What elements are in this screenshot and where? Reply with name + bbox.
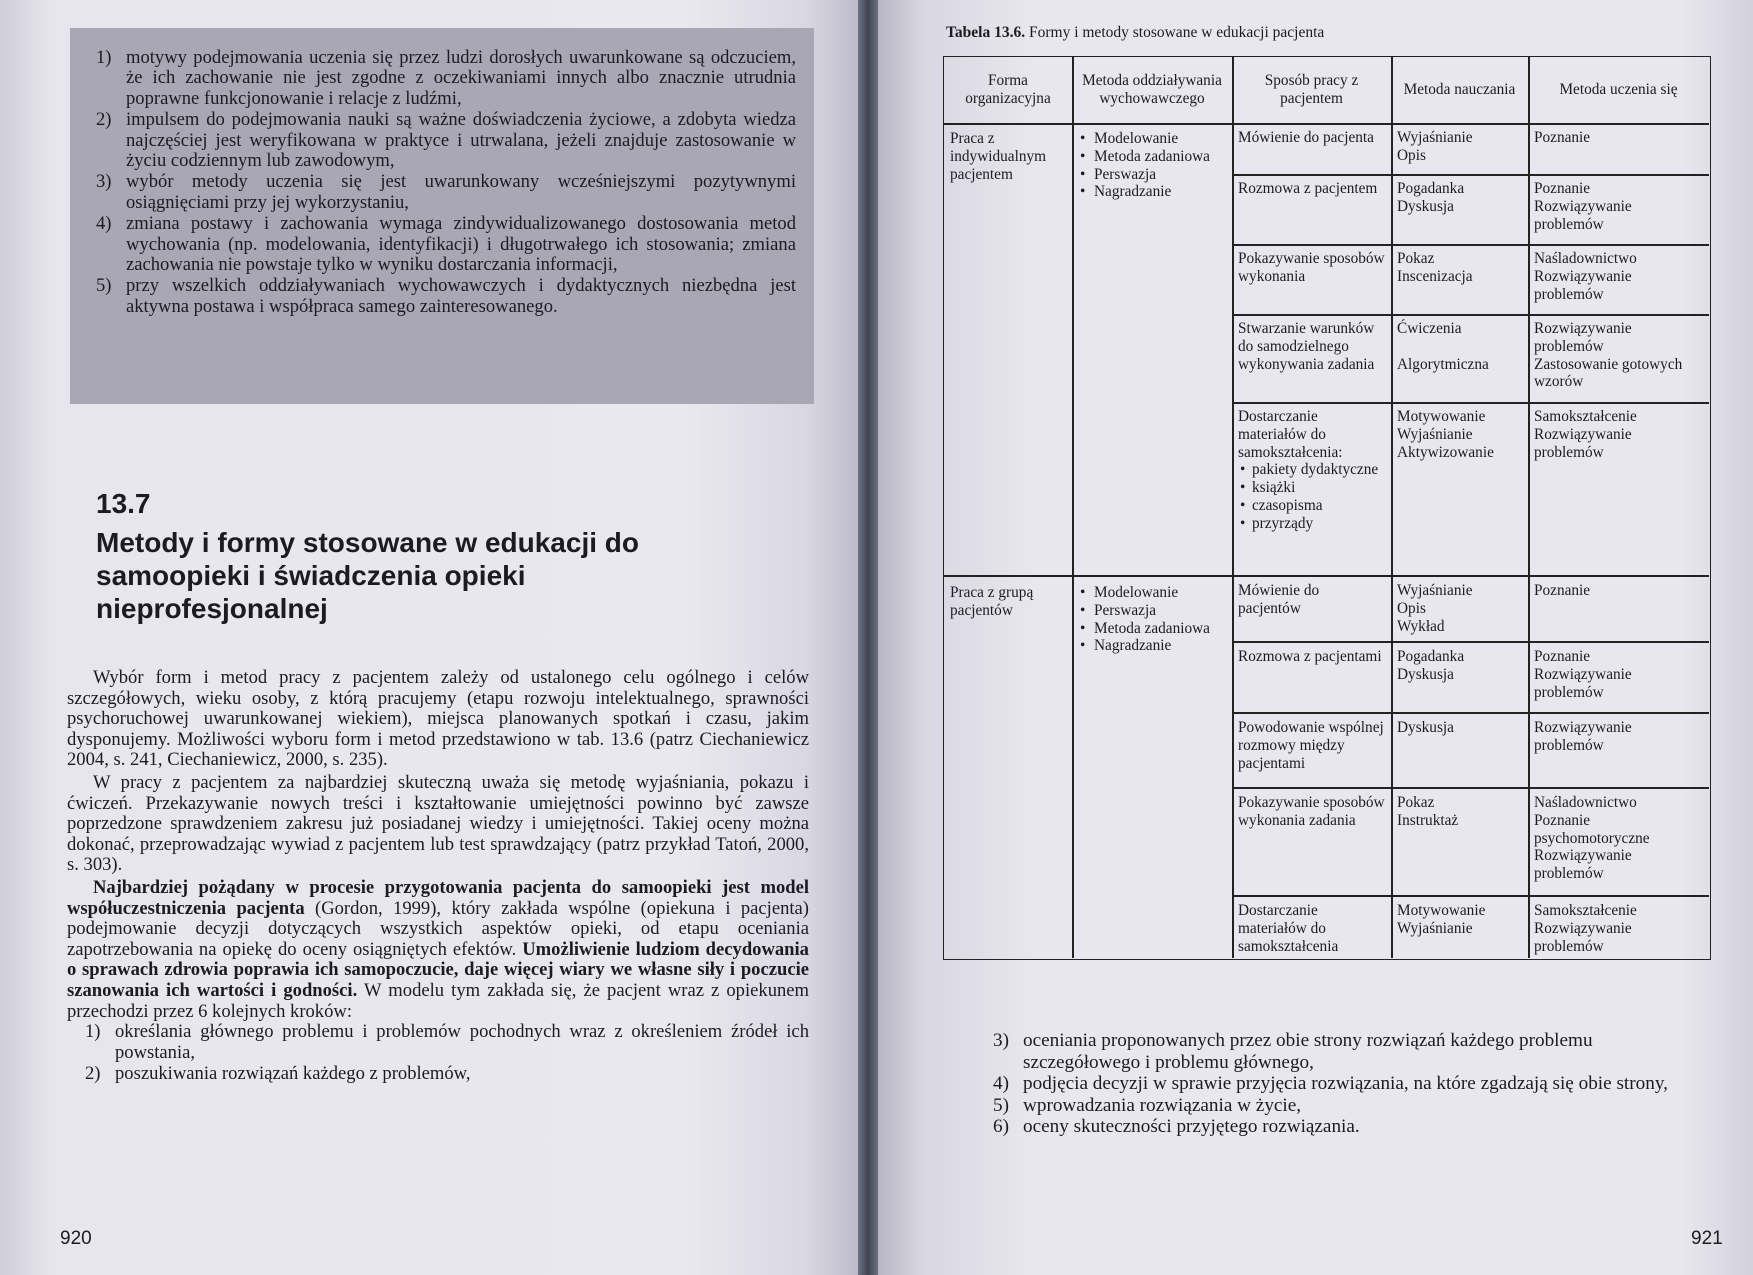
teaching-cell: Pogadanka Dyskusja: [1397, 648, 1465, 683]
box-list-item: [96, 214, 796, 275]
teaching-cell: Ćwiczenia Algorytmiczna: [1397, 320, 1489, 373]
item-number: 2): [85, 1062, 101, 1084]
table-rule: [1232, 244, 1709, 246]
box-list-item: [96, 172, 796, 213]
table-rule: [1232, 787, 1709, 789]
steps-list-continued: [993, 1030, 1713, 1138]
table-caption-text: Formy i metody stosowane w edukacji pacjenta: [1025, 24, 1325, 41]
item-text: motywy podejmowania uczenia się przez ludzi dorosłych uwarunkowane są odczuciem, że ich zachowanie nie jest zgodne z oczekiwaniami innych albo znacznie utrudnia poprawne funkcjonowanie i relacje z ludźmi,: [126, 47, 796, 109]
section-title: Metody i formy stosowane w edukacji do samoopieki i świadczenia opieki nieprofesjonalnej: [96, 527, 639, 624]
learning-cell: Poznanie Rozwiązywanie problemów: [1534, 180, 1632, 233]
item-text: podjęcia decyzji w sprawie przyjęcia rozwiązania, na które zgadzają się obie strony,: [1023, 1073, 1668, 1095]
learning-cell: Naśladownictwo Rozwiązywanie problemów: [1534, 250, 1637, 303]
work-cell: Rozmowa z pacjentem: [1238, 180, 1378, 197]
learning-cell: Rozwiązywanie problemów Zastosowanie gotowych wzorów: [1534, 320, 1683, 391]
item-text: wprowadzania rozwiązania w życie,: [1023, 1094, 1302, 1116]
header-teaching-method: Metoda nauczania: [1403, 81, 1516, 99]
learning-cell: Poznanie: [1534, 129, 1591, 146]
item-number: 5): [96, 275, 112, 297]
box-list-item: [96, 276, 796, 317]
step-item: [85, 1022, 809, 1063]
bullet-item: • Perswazja: [1078, 166, 1226, 184]
right-page: [878, 0, 1753, 1275]
steps-list: [67, 1022, 809, 1084]
table-rule: [1232, 174, 1709, 176]
step-item: [85, 1064, 809, 1084]
learning-cell: Samokształcenie Rozwiązywanie problemów: [1534, 902, 1637, 955]
bullet-item: • książki: [1238, 479, 1385, 497]
bullet-item: • Modelowanie: [1078, 584, 1226, 602]
materials-list: [1238, 461, 1385, 532]
teaching-cell: Pokaz Instruktaż: [1397, 794, 1459, 829]
table-rule: [944, 123, 1709, 125]
table-caption-label: Tabela 13.6.: [946, 24, 1026, 41]
table-rule: [1232, 895, 1709, 897]
bullet-item: • Perswazja: [1078, 602, 1226, 620]
paragraph: W pracy z pacjentem za najbardziej skuteczną uważa się metodę wyjaśniania, pokazu i ćwiczeń. Przekazywanie nowych treści i kształtowanie umiejętności powinno być zawsze poprzedzone sprawdzeniem zakresu już posiadanej wiedzy i umiejętności. Takiej oceny można dokonać, przeprowadzając wywiad z pacjentem lub test sprawdzający (patrz przykład Tatoń, 2000, s. 303).: [67, 771, 809, 876]
learning-cell: Rozwiązywanie problemów: [1534, 719, 1632, 754]
form-cell: Praca z indywidualnym pacjentem: [950, 130, 1047, 183]
work-cell: Rozmowa z pacjentami: [1238, 648, 1382, 665]
work-cell: Pokazywanie sposobów wykonania zadania: [1238, 794, 1385, 829]
step-item: [993, 1095, 1713, 1117]
header-work-method: Sposób pracy z pacjentem: [1264, 72, 1359, 107]
item-text: poszukiwania rozwiązań każdego z problemów,: [115, 1062, 471, 1084]
bullet-item: • Metoda zadaniowa: [1078, 620, 1226, 638]
learning-cell: Samokształcenie Rozwiązywanie problemów: [1534, 408, 1637, 461]
item-number: 1): [96, 47, 112, 68]
influence-methods-list: [1078, 584, 1226, 655]
influence-methods-list: [1078, 130, 1226, 201]
box-list: [96, 48, 796, 317]
work-cell: Stwarzanie warunków do samodzielnego wykonywania zadania: [1238, 320, 1375, 373]
book-gutter: [858, 0, 878, 1275]
teaching-cell: Pogadanka Dyskusja: [1397, 180, 1465, 215]
bullet-item: • Modelowanie: [1078, 130, 1226, 148]
item-text: oceniania proponowanych przez obie strony rozwiązań każdego problemu szczegółowego i problemu głównego,: [1023, 1030, 1593, 1073]
step-item: [993, 1073, 1713, 1095]
bold-phrase: Umożliwienie ludziom decydowania o sprawach zdrowia poprawia ich samopoczucie, daje więcej wiary we własne siły i poczucie szanowania ich wartości i godności.: [67, 938, 809, 1001]
item-number: 6): [993, 1116, 1009, 1138]
item-number: 2): [96, 109, 112, 131]
table-rule: [1232, 641, 1709, 643]
table-rule: [1232, 402, 1709, 404]
learning-cell: Poznanie Rozwiązywanie problemów: [1534, 648, 1632, 701]
highlight-box: [70, 28, 814, 404]
item-text: zmiana postawy i zachowania wymaga zindywidualizowanego dostosowania metod wychowania (np. modelowania, identyfikacji) i długotrwałego ich stosowania; zmiana zachowania nie powstaje tylko w wyniku dostarczania informacji,: [126, 213, 796, 276]
bullet-item: • czasopisma: [1238, 497, 1385, 515]
work-cell: [1232, 405, 1391, 536]
step-item: [993, 1116, 1713, 1138]
bullet-item: • Nagradzanie: [1078, 183, 1226, 201]
teaching-cell: Dyskusja: [1397, 719, 1454, 736]
work-cell: Dostarczanie materiałów do samokształcenia: [1238, 902, 1339, 955]
item-number: 4): [993, 1073, 1009, 1095]
box-list-item: [96, 110, 796, 171]
text-run: W modelu tym zakłada się, że pacjent wraz z opiekunem przechodzi przez 6 kolejnych kroków:: [67, 979, 810, 1022]
influence-methods-cell: [1072, 581, 1232, 658]
step-item: [993, 1030, 1713, 1073]
influence-methods-cell: [1072, 127, 1232, 204]
item-text: wybór metody uczenia się jest uwarunkowany wcześniejszymi pozytywnymi osiągnięciami przy jej wykorzystaniu,: [126, 171, 796, 213]
teaching-cell: Wyjaśnianie Opis Wykład: [1397, 582, 1473, 635]
item-number: 3): [96, 171, 112, 193]
section-number: 13.7: [96, 488, 151, 519]
page-number: 920: [60, 1228, 92, 1249]
item-number: 4): [96, 213, 112, 235]
item-text: impulsem do podejmowania nauki są ważne doświadczenia życiowe, a zdobyta wiedza najczęściej jest weryfikowana w praktyce i utrwalana, jeżeli znajduje zastosowanie w życiu codziennym lub zawodowym,: [126, 109, 796, 172]
table-rule: [944, 575, 1709, 577]
left-page: [0, 0, 858, 1275]
bold-phrase: Najbardziej pożądany w procesie przygotowania pacjenta do samoopieki jest model współuczestniczenia pacjenta: [67, 876, 809, 919]
header-influence-method: Metoda oddziaływania wychowawczego: [1082, 72, 1222, 107]
teaching-cell: Motywowanie Wyjaśnianie: [1397, 902, 1486, 937]
bullet-item: • Metoda zadaniowa: [1078, 148, 1226, 166]
table-rule: [1232, 314, 1709, 316]
item-text: przy wszelkich oddziaływaniach wychowawczych i dydaktycznych niezbędna jest aktywna postawa i współpraca samego zainteresowanego.: [126, 275, 796, 317]
item-number: 1): [85, 1021, 101, 1043]
form-cell: Praca z grupą pacjentów: [950, 584, 1034, 619]
work-cell: Pokazywanie sposobów wykonania: [1238, 250, 1385, 285]
page-number: 921: [1691, 1228, 1723, 1249]
item-text: oceny skuteczności przyjętego rozwiązania.: [1023, 1116, 1360, 1138]
learning-cell: Naśladownictwo Poznanie psychomotoryczne Rozwiązywanie problemów: [1534, 794, 1650, 883]
paragraph: Wybór form i metod pracy z pacjentem zależy od ustalonego celu ogólnego i celów szczegółowych, wieku osoby, z którą pracujemy (etapu rozwoju intelektualnego, sprawności psychoruchowej uwarunkowanej wiekiem), miejsca planowanych spotkań i czasu, jakim dysponujemy. Możliwości wyboru form i metod przedstawiono w tab. 13.6 (patrz Ciechaniewicz 2004, s. 241, Ciechaniewicz, 2000, s. 235).: [67, 667, 809, 771]
item-text: określania głównego problemu i problemów pochodnych wraz z określeniem źródeł ich powstania,: [115, 1021, 809, 1063]
text-run: (Gordon, 1999), który zakłada wspólne (opiekuna i pacjenta) podejmowanie decyzji dotyczących wszystkich aspektów opieki, od etapu oceniania zapotrzebowania na opiekę do oceny osiągniętych efektów.: [67, 897, 809, 960]
bullet-item: • pakiety dydaktyczne: [1238, 461, 1385, 479]
item-number: 5): [993, 1094, 1009, 1116]
header-learning-method: Metoda uczenia się: [1559, 81, 1678, 99]
table-caption: [946, 24, 1324, 42]
methods-table: [943, 56, 1711, 960]
header-form: Forma organizacyjna: [965, 72, 1051, 107]
table-rule: [1232, 712, 1709, 714]
learning-cell: Poznanie: [1534, 582, 1591, 599]
teaching-cell: Pokaz Inscenizacja: [1397, 250, 1473, 285]
teaching-cell: Wyjaśnianie Opis: [1397, 129, 1473, 164]
work-text: Dostarczanie materiałów do samokształcenia:: [1238, 408, 1343, 461]
paragraph: [67, 878, 809, 1022]
work-cell: Powodowanie wspólnej rozmowy między pacjentami: [1238, 719, 1384, 772]
work-cell: Mówienie do pacjenta: [1238, 129, 1374, 146]
bullet-item: • przyrządy: [1238, 515, 1385, 533]
teaching-cell: Motywowanie Wyjaśnianie Aktywizowanie: [1397, 408, 1494, 461]
work-cell: Mówienie do pacjentów: [1238, 582, 1320, 617]
item-number: 3): [993, 1030, 1009, 1051]
body-text: [67, 668, 809, 1085]
bullet-item: • Nagradzanie: [1078, 637, 1226, 655]
box-list-item: [96, 48, 796, 109]
